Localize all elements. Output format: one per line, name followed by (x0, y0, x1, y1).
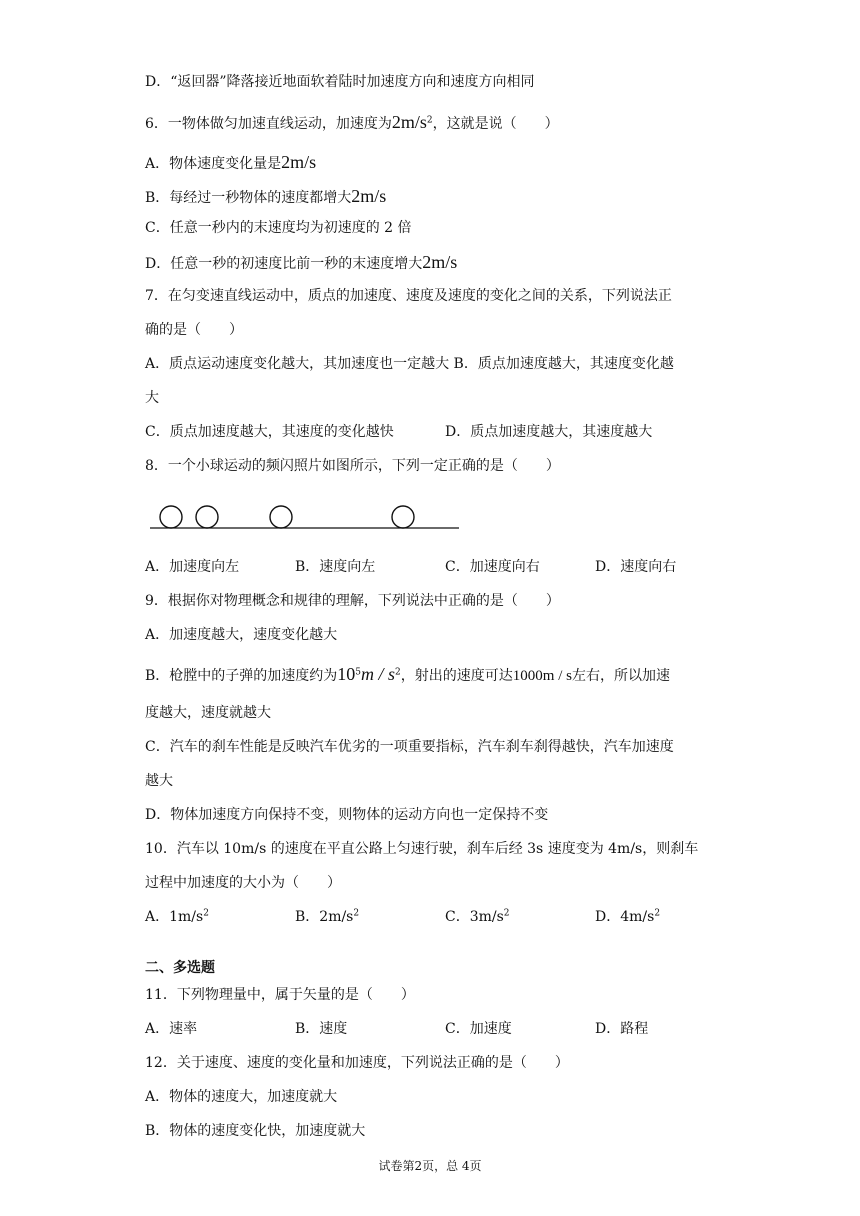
q10-option-c-sup: 2 (503, 908, 510, 919)
q9-option-b-pre: B．枪膛中的子弹的加速度约为 (145, 668, 338, 684)
q10-stem-line2: 过程中加速度的大小为（ ） (145, 875, 341, 891)
page-footer: 试卷第2页，总 4页 (378, 1159, 482, 1173)
q12-stem: 12．关于速度、速度的变化量和加速度，下列说法正确的是（ ） (145, 1055, 569, 1071)
q9-option-b-num: 10 (337, 664, 356, 684)
q7-stem-line2: 确的是（ ） (145, 322, 243, 338)
q10-option-c-text: C．3m/s (445, 909, 504, 925)
q6-stem-text: 6．一物体做匀加速直线运动，加速度为 (145, 116, 392, 132)
q9-option-b-line1 (145, 664, 670, 686)
q10-option-a-text: A．1m/s (145, 909, 204, 925)
q7-option-ab-line2: 大 (145, 390, 159, 406)
q11-option-d: D．路程 (595, 1021, 649, 1037)
q12-option-b: B．物体的速度变化快，加速度就大 (145, 1123, 366, 1139)
q8-balls (160, 506, 414, 528)
q9-option-b-line2: 度越大，速度就越大 (145, 705, 271, 721)
q6-option-b-value: 2m/s (351, 186, 387, 206)
q8-ball-4 (392, 506, 414, 528)
q8-option-d: D．速度向右 (595, 559, 677, 575)
q10-option-b-sup: 2 (353, 908, 360, 919)
q8-option-a: A．加速度向左 (145, 559, 240, 575)
q6-option-b-text: B．每经过一秒物体的速度都增大 (145, 190, 352, 206)
q9-option-c-line2: 越大 (145, 773, 173, 789)
q6-option-d-text: D．任意一秒的初速度比前一秒的末速度增大 (145, 256, 423, 272)
q9-option-b-unit-exp: 2 (395, 667, 401, 678)
q8-stem: 8．一个小球运动的频闪照片如图所示，下列一定正确的是（ ） (145, 458, 560, 474)
q8-ball-2 (196, 506, 218, 528)
q7-stem-line1: 7．在匀变速直线运动中，质点的加速度、速度及速度的变化之间的关系，下列说法正 (145, 288, 672, 304)
section-title-multiple-choice: 二、多选题 (145, 960, 215, 976)
q9-option-b-unit: m / s (361, 664, 396, 684)
q11-stem: 11．下列物理量中，属于矢量的是（ ） (145, 987, 415, 1003)
q8-ball-3 (270, 506, 292, 528)
q11-option-c: C．加速度 (445, 1021, 512, 1037)
q7-option-ab-line1: A．质点运动速度变化越大，其加速度也一定越大 B．质点加速度越大，其速度变化越 (145, 356, 674, 372)
q12-option-a: A．物体的速度大，加速度就大 (145, 1089, 338, 1105)
q10-option-a-sup: 2 (203, 908, 209, 919)
q6-option-a-value: 2m/s (281, 152, 317, 172)
q6-option-a-text: A．物体速度变化量是 (145, 156, 282, 172)
q9-option-b-exp: 5 (355, 667, 362, 678)
q8-option-b: B．速度向左 (295, 559, 376, 575)
q5-option-d: D．“返回器”降落接近地面软着陆时加速度方向和速度方向相同 (145, 74, 535, 90)
q10-option-d-sup: 2 (654, 908, 661, 919)
q6-stem-sup: 2 (426, 115, 433, 126)
q9-option-b-mid: ，射出的速度可达 (400, 668, 513, 684)
q6-option-d-value: 2m/s (422, 252, 458, 272)
q6-stem-unit: 2m/s (391, 112, 427, 132)
q9-option-c-line1: C．汽车的刹车性能是反映汽车优劣的一项重要指标，汽车刹车刹得越快，汽车加速度 (145, 739, 674, 755)
q10-option-d-text: D．4m/s (595, 909, 655, 925)
q8-option-c: C．加速度向右 (445, 559, 540, 575)
q10-option-d (595, 907, 660, 927)
q9-option-b-post: 左右，所以加速 (571, 668, 670, 684)
q9-option-d: D．物体加速度方向保持不变，则物体的运动方向也一定保持不变 (145, 807, 549, 823)
q10-option-b-text: B．2m/s (295, 909, 354, 925)
q11-option-b: B．速度 (295, 1021, 348, 1037)
q10-option-c (445, 907, 510, 927)
q8-ball-1 (160, 506, 182, 528)
q10-stem-line1: 10．汽车以 10m/s 的速度在平直公路上匀速行驶，刹车后经 3s 速度变为 4m/s，则刹车 (145, 841, 699, 857)
q6-option-c: C．任意一秒内的末速度均为初速度的 2 倍 (145, 220, 412, 236)
q9-option-b-speed: 1000m / s (512, 668, 572, 684)
q10-option-b (295, 907, 359, 927)
q11-option-a: A．速率 (145, 1021, 198, 1037)
q7-option-c: C．质点加速度越大，其速度的变化越快 (145, 424, 394, 440)
q9-stem: 9．根据你对物理概念和规律的理解，下列说法中正确的是（ ） (145, 593, 560, 609)
q10-option-a (145, 907, 209, 927)
q7-option-d: D．质点加速度越大，其速度越大 (445, 424, 653, 440)
q6-stem-tail: ，这就是说（ ） (432, 116, 559, 132)
q9-option-a: A．加速度越大，速度变化越大 (145, 627, 338, 643)
